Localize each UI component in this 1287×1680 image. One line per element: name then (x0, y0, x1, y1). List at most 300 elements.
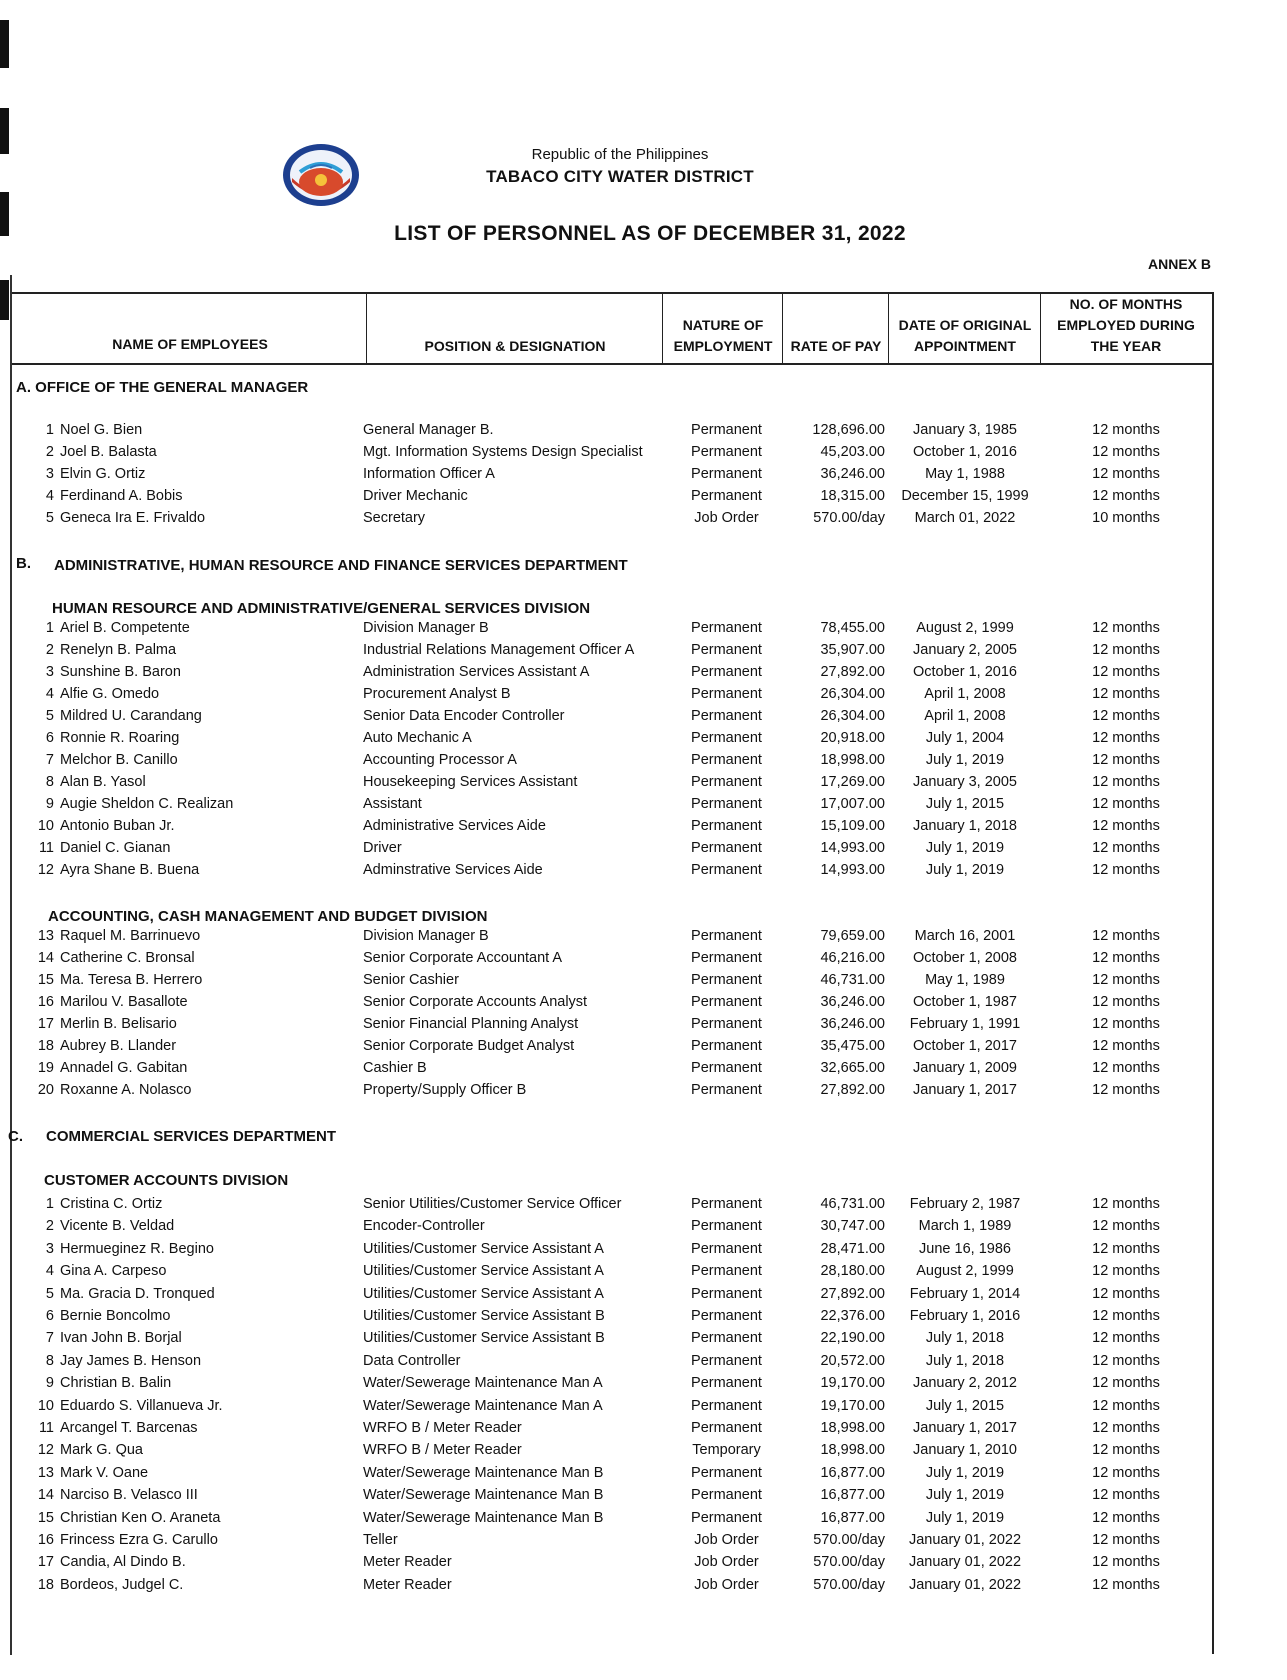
nature-cell: Permanent (691, 818, 762, 834)
employee-name-text: Jay James B. Henson (60, 1352, 202, 1369)
rate-cell: 570.00/day (813, 1554, 885, 1571)
date-cell: July 1, 2004 (925, 730, 1005, 746)
position-cell: Information Officer A (363, 466, 495, 482)
rate-cell: 14,993.00 (820, 862, 885, 878)
column-divider (782, 292, 783, 364)
rate-cell: 79,659.00 (820, 928, 885, 944)
row-number: 5 (45, 510, 54, 526)
date-cell: July 1, 2019 (925, 1464, 1005, 1481)
months-cell: 12 months (1092, 796, 1160, 812)
table-row (0, 1532, 1287, 1554)
table-row (0, 1577, 1287, 1599)
water-district-seal-icon (280, 142, 362, 208)
months-cell: 12 months (1092, 972, 1160, 988)
months-cell: 12 months (1092, 1352, 1160, 1369)
position-cell: Senior Financial Planning Analyst (363, 1016, 579, 1032)
row-number: 1 (45, 620, 54, 636)
position-cell: Utilities/Customer Service Assistant A (363, 1285, 604, 1302)
months-cell: 12 months (1092, 774, 1160, 790)
employee-name (24, 422, 354, 438)
rate-cell: 46,731.00 (820, 1196, 885, 1212)
column-header-date: DATE OF ORIGINAL APPOINTMENT (898, 317, 1032, 354)
nature-cell: Permanent (691, 1016, 762, 1032)
rate-cell: 26,304.00 (820, 686, 885, 702)
row-number: 1 (45, 422, 54, 438)
months-cell: 12 months (1092, 1038, 1160, 1054)
rate-cell: 30,747.00 (820, 1218, 885, 1235)
row-number: 3 (45, 466, 54, 482)
row-number: 3 (45, 1240, 54, 1257)
column-header-months: NO. OF MONTHS EMPLOYED DURING THE YEAR (1057, 296, 1195, 354)
employee-name (24, 774, 354, 790)
months-cell: 12 months (1092, 444, 1160, 460)
column-header-rate: RATE OF PAY (790, 338, 882, 354)
months-cell: 12 months (1092, 1509, 1160, 1526)
months-cell: 12 months (1092, 950, 1160, 966)
rate-cell: 35,907.00 (820, 642, 885, 658)
nature-cell: Permanent (691, 664, 762, 680)
date-cell: July 1, 2018 (925, 1330, 1005, 1347)
date-cell: August 2, 1999 (916, 1263, 1014, 1280)
employee-name-text: Antonio Buban Jr. (60, 818, 175, 834)
months-cell: 12 months (1092, 686, 1160, 702)
nature-cell: Permanent (691, 686, 762, 702)
section-letter: C. (8, 1128, 23, 1145)
table-row (0, 730, 1287, 752)
months-cell: 12 months (1092, 840, 1160, 856)
row-number: 5 (45, 708, 54, 724)
rate-cell: 19,170.00 (820, 1375, 885, 1392)
date-cell: January 3, 2005 (913, 774, 1017, 790)
employee-name (24, 818, 354, 834)
rate-cell: 27,892.00 (820, 1082, 885, 1098)
employee-name (24, 994, 354, 1010)
table-row (0, 1330, 1287, 1352)
employee-name-text: Cristina C. Ortiz (60, 1196, 163, 1212)
rate-cell: 20,572.00 (820, 1352, 885, 1369)
date-cell: March 16, 2001 (914, 928, 1016, 944)
date-cell: April 1, 2008 (924, 686, 1006, 702)
date-cell: January 1, 2009 (913, 1060, 1017, 1076)
nature-cell: Job Order (694, 1532, 759, 1548)
months-cell: 12 months (1092, 730, 1160, 746)
employee-name-text: Ariel B. Competente (60, 620, 190, 636)
position-cell: Encoder-Controller (363, 1218, 485, 1235)
months-cell: 12 months (1092, 620, 1160, 636)
position-cell: Industrial Relations Management Officer A (363, 642, 635, 658)
nature-cell: Permanent (691, 1464, 762, 1481)
position-cell: Housekeeping Services Assistant (363, 774, 578, 790)
row-number: 13 (37, 1464, 54, 1481)
position-cell: Senior Corporate Accounts Analyst (363, 994, 588, 1010)
header-rule (12, 363, 1212, 365)
date-cell: February 2, 1987 (909, 1196, 1021, 1212)
position-cell: Meter Reader (363, 1576, 452, 1593)
row-number: 2 (45, 642, 54, 658)
date-cell: July 1, 2015 (925, 796, 1005, 812)
rate-cell: 32,665.00 (820, 1060, 885, 1076)
rate-cell: 36,246.00 (820, 466, 885, 482)
table-row (0, 664, 1287, 686)
table-row (0, 1510, 1287, 1532)
annex-label: ANNEX B (1147, 256, 1211, 272)
employee-name-text: Augie Sheldon C. Realizan (60, 796, 234, 812)
row-number: 10 (37, 1397, 54, 1414)
table-row (0, 1263, 1287, 1285)
rate-cell: 45,203.00 (820, 444, 885, 460)
rate-cell: 22,376.00 (820, 1308, 885, 1324)
nature-cell: Permanent (691, 730, 762, 746)
position-cell: Utilities/Customer Service Assistant A (363, 1263, 604, 1280)
position-cell: Accounting Processor A (363, 752, 517, 768)
position-cell: Utilities/Customer Service Assistant A (363, 1240, 604, 1257)
position-cell: Senior Cashier (363, 972, 459, 988)
row-number: 18 (37, 1038, 54, 1054)
table-row (0, 1353, 1287, 1375)
nature-cell: Permanent (691, 972, 762, 988)
employee-name (24, 1016, 354, 1032)
employee-name (24, 1330, 354, 1346)
division-heading: ACCOUNTING, CASH MANAGEMENT AND BUDGET DIVISION (48, 908, 488, 925)
months-cell: 10 months (1092, 510, 1160, 526)
table-row (0, 1465, 1287, 1487)
employee-name-text: Ma. Teresa B. Herrero (60, 972, 203, 988)
table-row (0, 708, 1287, 730)
months-cell: 12 months (1092, 862, 1160, 878)
date-cell: October 1, 2017 (913, 1038, 1017, 1054)
nature-cell: Permanent (691, 1352, 762, 1369)
date-cell: February 1, 2014 (909, 1285, 1021, 1302)
nature-cell: Permanent (691, 1375, 762, 1392)
nature-cell: Permanent (691, 994, 762, 1010)
nature-cell: Permanent (691, 950, 762, 966)
position-cell: Administrative Services Aide (363, 818, 546, 834)
row-number: 16 (37, 1532, 54, 1548)
employee-name-text: Annadel G. Gabitan (60, 1060, 188, 1076)
row-number: 17 (37, 1016, 54, 1032)
date-cell: January 1, 2010 (913, 1442, 1017, 1459)
nature-cell: Permanent (691, 620, 762, 636)
table-row (0, 928, 1287, 950)
date-cell: July 1, 2018 (925, 1352, 1005, 1369)
table-row (0, 1308, 1287, 1330)
employee-name-text: Christian B. Balin (60, 1375, 172, 1392)
nature-cell: Permanent (691, 488, 762, 504)
date-cell: February 1, 1991 (909, 1016, 1021, 1032)
table-row (0, 818, 1287, 840)
table-row (0, 686, 1287, 708)
document-title: LIST OF PERSONNEL AS OF DECEMBER 31, 2022 (394, 222, 906, 245)
months-cell: 12 months (1092, 1532, 1160, 1548)
rate-cell: 17,007.00 (820, 796, 885, 812)
months-cell: 12 months (1092, 1464, 1160, 1481)
position-cell: Division Manager B (363, 928, 489, 944)
nature-cell: Permanent (691, 642, 762, 658)
position-cell: Senior Utilities/Customer Service Officer (363, 1196, 622, 1212)
date-cell: June 16, 1986 (919, 1240, 1011, 1257)
months-cell: 12 months (1092, 1263, 1160, 1280)
date-cell: May 1, 1988 (925, 466, 1005, 482)
date-cell: January 2, 2012 (913, 1375, 1017, 1392)
employee-name-text: Merlin B. Belisario (60, 1016, 177, 1032)
months-cell: 12 months (1092, 1060, 1160, 1076)
employee-name (24, 928, 354, 944)
position-cell: Utilities/Customer Service Assistant B (363, 1330, 605, 1347)
row-number: 9 (45, 1375, 54, 1392)
table-row (0, 422, 1287, 444)
employee-name (24, 1263, 354, 1279)
table-row (0, 796, 1287, 818)
employee-name-text: Bordeos, Judgel C. (60, 1576, 184, 1593)
nature-cell: Permanent (691, 1420, 762, 1436)
employee-name (24, 1286, 354, 1302)
nature-cell: Permanent (691, 1218, 762, 1235)
table-row (0, 1060, 1287, 1082)
nature-cell: Permanent (691, 752, 762, 768)
employee-name-text: Gina A. Carpeso (60, 1263, 167, 1280)
employee-name-text: Mark V. Oane (60, 1464, 149, 1481)
date-cell: July 1, 2019 (925, 1487, 1005, 1504)
nature-cell: Permanent (691, 1308, 762, 1324)
date-cell: October 1, 2016 (913, 664, 1017, 680)
nature-cell: Permanent (691, 422, 762, 438)
rate-cell: 28,180.00 (820, 1263, 885, 1280)
position-cell: Senior Corporate Budget Analyst (363, 1038, 575, 1054)
employee-name (24, 1038, 354, 1054)
date-cell: January 2, 2005 (913, 642, 1017, 658)
nature-cell: Permanent (691, 1330, 762, 1347)
column-header-name: NAME OF EMPLOYEES (112, 336, 268, 352)
employee-name-text: Sunshine B. Baron (60, 664, 181, 680)
employee-name-text: Ayra Shane B. Buena (60, 862, 200, 878)
months-cell: 12 months (1092, 422, 1160, 438)
date-cell: October 1, 2008 (913, 950, 1017, 966)
section-heading: COMMERCIAL SERVICES DEPARTMENT (46, 1128, 337, 1145)
date-cell: February 1, 2016 (909, 1308, 1021, 1324)
row-number: 8 (45, 774, 54, 790)
binding-mark (0, 280, 9, 320)
column-header-nature: NATURE OF EMPLOYMENT (673, 317, 773, 354)
rate-cell: 46,731.00 (820, 972, 885, 988)
nature-cell: Permanent (691, 1285, 762, 1302)
binding-mark (0, 108, 9, 154)
employee-name (24, 1442, 354, 1458)
table-row (0, 642, 1287, 664)
table-row (0, 1487, 1287, 1509)
position-cell: Water/Sewerage Maintenance Man A (363, 1397, 603, 1414)
table-row (0, 1218, 1287, 1240)
nature-cell: Permanent (691, 1196, 762, 1212)
table-row (0, 620, 1287, 642)
row-number: 14 (37, 1487, 54, 1504)
employee-name-text: Hermueginez R. Begino (60, 1240, 214, 1257)
employee-name (24, 444, 354, 460)
division-heading: CUSTOMER ACCOUNTS DIVISION (44, 1172, 289, 1189)
months-cell: 12 months (1092, 928, 1160, 944)
row-number: 6 (45, 1308, 54, 1324)
row-number: 4 (45, 488, 54, 504)
nature-cell: Permanent (691, 774, 762, 790)
months-cell: 12 months (1092, 1375, 1160, 1392)
row-number: 12 (37, 1442, 54, 1459)
employee-name (24, 1487, 354, 1503)
table-row (0, 1082, 1287, 1104)
employee-name-text: Aubrey B. Llander (60, 1038, 177, 1054)
row-number: 6 (45, 730, 54, 746)
employee-name (24, 664, 354, 680)
nature-cell: Permanent (691, 796, 762, 812)
employee-name-text: Catherine C. Bronsal (60, 950, 195, 966)
position-cell: Driver (363, 840, 402, 856)
row-number: 17 (37, 1554, 54, 1571)
position-cell: Procurement Analyst B (363, 686, 511, 702)
employee-name-text: Daniel C. Gianan (60, 840, 171, 856)
date-cell: October 1, 1987 (913, 994, 1017, 1010)
row-number: 11 (38, 1420, 54, 1436)
binding-mark (0, 192, 9, 236)
date-cell: January 01, 2022 (908, 1576, 1022, 1593)
row-number: 4 (45, 686, 54, 702)
date-cell: April 1, 2008 (924, 708, 1006, 724)
position-cell: WRFO B / Meter Reader (363, 1420, 522, 1436)
employee-name-text: Elvin G. Ortiz (60, 466, 146, 482)
row-number: 12 (37, 862, 54, 878)
employee-name (24, 1465, 354, 1481)
employee-name-text: Bernie Boncolmo (60, 1308, 171, 1324)
employee-name-text: Mildred U. Carandang (60, 708, 202, 724)
months-cell: 12 months (1092, 1554, 1160, 1571)
date-cell: January 01, 2022 (908, 1532, 1022, 1548)
nature-cell: Permanent (691, 1082, 762, 1098)
position-cell: Senior Data Encoder Controller (363, 708, 565, 724)
position-cell: Driver Mechanic (363, 488, 468, 504)
date-cell: January 1, 2017 (913, 1420, 1017, 1436)
date-cell: January 01, 2022 (908, 1554, 1022, 1571)
employee-name (24, 1082, 354, 1098)
employee-name-text: Roxanne A. Nolasco (60, 1082, 192, 1098)
months-cell: 12 months (1092, 1576, 1160, 1593)
employee-name (24, 862, 354, 878)
row-number: 11 (38, 840, 54, 856)
section-heading: ADMINISTRATIVE, HUMAN RESOURCE AND FINANCE SERVICES DEPARTMENT (54, 557, 628, 574)
table-row (0, 1241, 1287, 1263)
months-cell: 12 months (1092, 818, 1160, 834)
employee-name (24, 730, 354, 746)
table-row (0, 1016, 1287, 1038)
row-number: 3 (45, 664, 54, 680)
position-cell: Secretary (363, 510, 426, 526)
position-cell: Water/Sewerage Maintenance Man A (363, 1375, 603, 1392)
months-cell: 12 months (1092, 466, 1160, 482)
rate-cell: 570.00/day (813, 510, 885, 526)
date-cell: July 1, 2019 (925, 862, 1005, 878)
rate-cell: 46,216.00 (820, 950, 885, 966)
employee-name-text: Geneca Ira E. Frivaldo (60, 510, 206, 526)
table-row (0, 1196, 1287, 1218)
date-cell: January 1, 2017 (913, 1082, 1017, 1098)
table-row (0, 950, 1287, 972)
employee-name-text: Alan B. Yasol (60, 774, 146, 790)
employee-name-text: Arcangel T. Barcenas (60, 1420, 198, 1436)
position-cell: Data Controller (363, 1352, 461, 1369)
table-row (0, 1442, 1287, 1464)
row-number: 2 (45, 1218, 54, 1235)
employee-name-text: Ronnie R. Roaring (60, 730, 180, 746)
nature-cell: Permanent (691, 1509, 762, 1526)
position-cell: Auto Mechanic A (363, 730, 472, 746)
section-letter: B. (16, 555, 31, 572)
row-number: 8 (45, 1352, 54, 1369)
employee-name (24, 950, 354, 966)
date-cell: January 3, 1985 (913, 422, 1017, 438)
rate-cell: 17,269.00 (820, 774, 885, 790)
employee-name (24, 1241, 354, 1257)
rate-cell: 15,109.00 (820, 818, 885, 834)
employee-name (24, 972, 354, 988)
date-cell: July 1, 2019 (925, 1509, 1005, 1526)
nature-cell: Permanent (691, 1240, 762, 1257)
nature-cell: Permanent (691, 840, 762, 856)
employee-name-text: Christian Ken O. Araneta (60, 1509, 221, 1526)
row-number: 16 (37, 994, 54, 1010)
table-row (0, 840, 1287, 862)
row-number: 19 (37, 1060, 54, 1076)
republic-line: Republic of the Philippines (531, 146, 709, 163)
nature-cell: Permanent (691, 1263, 762, 1280)
rate-cell: 78,455.00 (820, 620, 885, 636)
row-number: 15 (37, 1509, 54, 1526)
position-cell: Property/Supply Officer B (363, 1082, 527, 1098)
rate-cell: 27,892.00 (820, 664, 885, 680)
rate-cell: 570.00/day (813, 1576, 885, 1593)
position-cell: Teller (363, 1532, 398, 1548)
nature-cell: Permanent (691, 466, 762, 482)
employee-name-text: Alfie G. Omedo (60, 686, 160, 702)
table-row (0, 752, 1287, 774)
employee-name (24, 1510, 354, 1526)
employee-name (24, 642, 354, 658)
position-cell: Adminstrative Services Aide (363, 862, 543, 878)
nature-cell: Job Order (694, 1554, 759, 1571)
employee-name-text: Ma. Gracia D. Tronqued (60, 1285, 215, 1302)
months-cell: 12 months (1092, 994, 1160, 1010)
date-cell: March 1, 1989 (918, 1218, 1012, 1235)
rate-cell: 36,246.00 (820, 994, 885, 1010)
months-cell: 12 months (1092, 752, 1160, 768)
employee-name (24, 752, 354, 768)
position-cell: Cashier B (363, 1060, 427, 1076)
nature-cell: Temporary (692, 1442, 761, 1459)
employee-name (24, 488, 354, 504)
rate-cell: 35,475.00 (820, 1038, 885, 1054)
employee-name (24, 840, 354, 856)
table-row (0, 862, 1287, 884)
months-cell: 12 months (1092, 1487, 1160, 1504)
months-cell: 12 months (1092, 1442, 1160, 1459)
position-cell: Administration Services Assistant A (363, 664, 590, 680)
employee-name-text: Narciso B. Velasco III (60, 1487, 198, 1504)
row-number: 10 (37, 818, 54, 834)
employee-name-text: Melchor B. Canillo (60, 752, 178, 768)
rate-cell: 19,170.00 (820, 1397, 885, 1414)
employee-name (24, 466, 354, 482)
months-cell: 12 months (1092, 1420, 1160, 1436)
employee-name-text: Mark G. Qua (60, 1442, 143, 1459)
table-row (0, 488, 1287, 510)
months-cell: 12 months (1092, 1218, 1160, 1235)
months-cell: 12 months (1092, 1240, 1160, 1257)
row-number: 1 (45, 1196, 54, 1212)
